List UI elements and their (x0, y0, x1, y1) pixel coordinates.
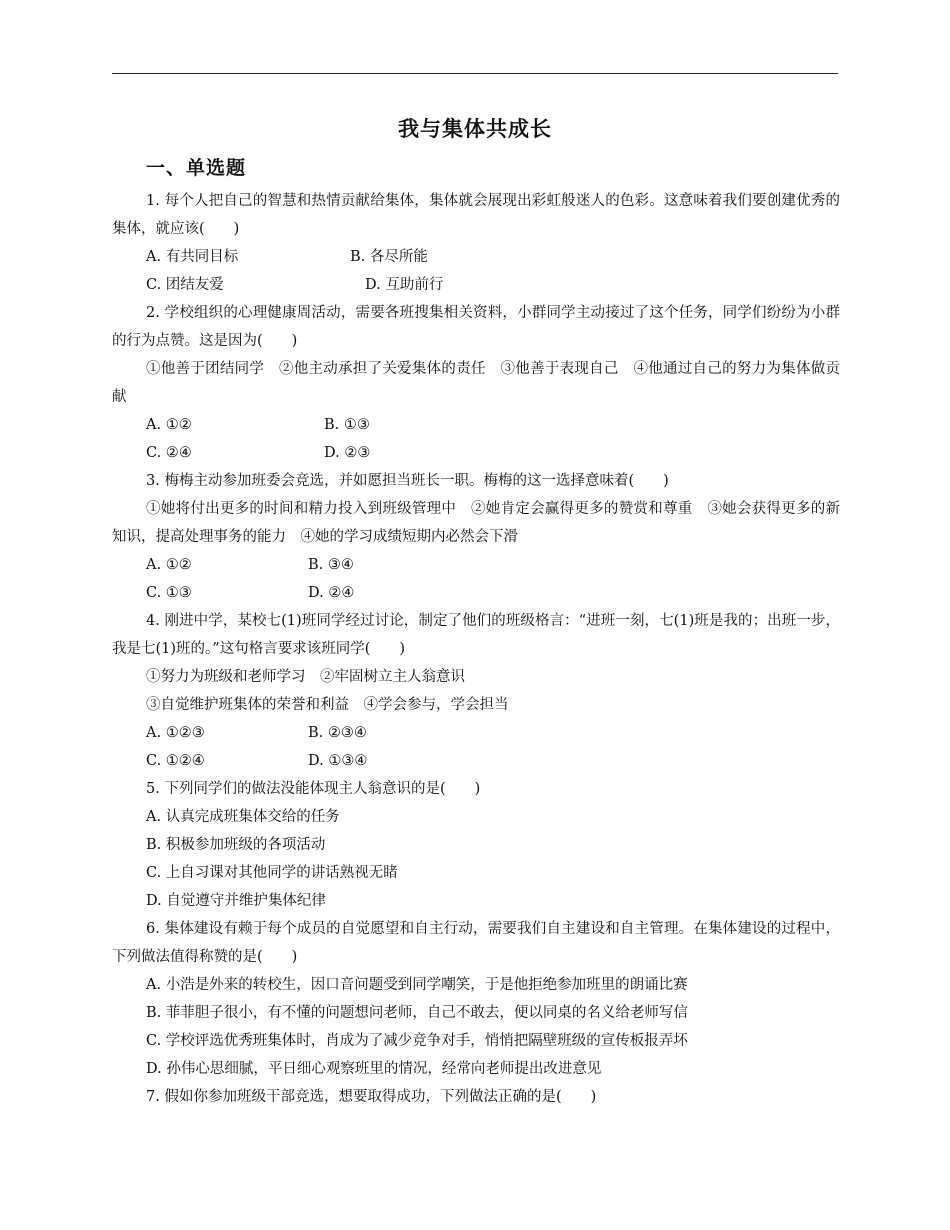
option-b[interactable]: B. ③④ (308, 557, 354, 573)
option-row (112, 747, 840, 775)
option-a[interactable]: A. 有共同目标 (146, 249, 239, 265)
option-d[interactable]: D. 自觉遵守并维护集体纪律 (146, 893, 326, 909)
option-b[interactable]: B. ①③ (324, 417, 370, 433)
question-4 (112, 607, 840, 775)
option-a[interactable]: A. ①② (146, 557, 192, 573)
option-a[interactable]: A. 认真完成班集体交给的任务 (146, 809, 340, 825)
option-d[interactable]: D. 孙伟心思细腻，平日细心观察班里的情况，经常向老师提出改进意见 (146, 1061, 602, 1077)
option-b[interactable]: B. 积极参加班级的各项活动 (146, 837, 326, 853)
option-b[interactable]: B. 各尽所能 (350, 249, 428, 265)
question-stem: 5. 下列同学们的做法没能体现主人翁意识的是( ) (146, 781, 481, 797)
option-c[interactable]: C. 学校评选优秀班集体时，肖成为了减少竞争对手，悄悄把隔壁班级的宣传板报弄坏 (146, 1033, 688, 1049)
option-a[interactable]: A. ①②③ (146, 725, 205, 741)
question-2 (112, 299, 840, 467)
option-row (112, 579, 840, 607)
question-3 (112, 467, 840, 607)
option-d[interactable]: D. ②③ (324, 445, 371, 461)
question-statements: ①她将付出更多的时间和精力投入到班级管理中 ②她肯定会赢得更多的赞赏和尊重 ③她会获得更多的新知识，提高处理事务的能力 ④她的学习成绩短期内必然会下滑 (112, 501, 840, 545)
option-c[interactable]: C. ①③ (146, 585, 192, 601)
question-stem: 3. 梅梅主动参加班委会竞选，并如愿担当班长一职。梅梅的这一选择意味着( ) (146, 473, 669, 489)
document-title: 我与集体共成长 (398, 117, 552, 141)
question-statements: ①他善于团结同学 ②他主动承担了关爱集体的责任 ③他善于表现自己 ④他通过自己的努力为集体做贡献 (112, 361, 840, 405)
option-c[interactable]: C. 团结友爱 (146, 277, 224, 293)
question-statements: ③自觉维护班集体的荣誉和利益 ④学会参与，学会担当 (146, 697, 509, 713)
option-b[interactable]: B. 菲菲胆子很小，有不懂的问题想问老师，自己不敢去，便以同桌的名义给老师写信 (146, 1005, 688, 1021)
header-rule (112, 73, 838, 74)
option-c[interactable]: C. 上自习课对其他同学的讲话熟视无睹 (146, 865, 398, 881)
question-statements: ①努力为班级和老师学习 ②牢固树立主人翁意识 (146, 669, 465, 685)
option-d[interactable]: D. ②④ (308, 585, 355, 601)
question-stem: 1. 每个人把自己的智慧和热情贡献给集体，集体就会展现出彩虹般迷人的色彩。这意味着我们要创建优秀的集体，就应该( ) (112, 193, 840, 237)
option-row (112, 719, 840, 747)
option-c[interactable]: C. ①②④ (146, 753, 205, 769)
option-a[interactable]: A. ①② (146, 417, 192, 433)
question-6 (112, 915, 840, 1083)
question-list (112, 187, 840, 1111)
option-d[interactable]: D. 互助前行 (365, 277, 444, 293)
option-c[interactable]: C. ②④ (146, 445, 192, 461)
option-a[interactable]: A. 小浩是外来的转校生，因口音问题受到同学嘲笑，于是他拒绝参加班里的朗诵比赛 (146, 977, 688, 993)
option-row (112, 439, 840, 467)
question-1 (112, 187, 840, 299)
option-b[interactable]: B. ②③④ (308, 725, 367, 741)
option-row (112, 551, 840, 579)
question-7 (112, 1083, 840, 1111)
question-stem: 2. 学校组织的心理健康周活动，需要各班搜集相关资料，小群同学主动接过了这个任务，同学们纷纷为小群的行为点赞。这是因为( ) (112, 305, 840, 349)
option-row (112, 243, 840, 271)
question-5 (112, 775, 840, 915)
question-stem: 4. 刚进中学，某校七(1)班同学经过讨论，制定了他们的班级格言：“进班一刻，七(1)班是我的；出班一步，我是七(1)班的。”这句格言要求该班同学( ) (112, 613, 840, 657)
section-heading: 一、单选题 (146, 157, 247, 179)
option-d[interactable]: D. ①③④ (308, 753, 368, 769)
question-stem: 7. 假如你参加班级干部竞选，想要取得成功，下列做法正确的是( ) (146, 1089, 597, 1105)
question-stem: 6. 集体建设有赖于每个成员的自觉愿望和自主行动，需要我们自主建设和自主管理。在集体建设的过程中，下列做法值得称赞的是( ) (112, 921, 840, 965)
option-row (112, 411, 840, 439)
option-row (112, 271, 840, 299)
